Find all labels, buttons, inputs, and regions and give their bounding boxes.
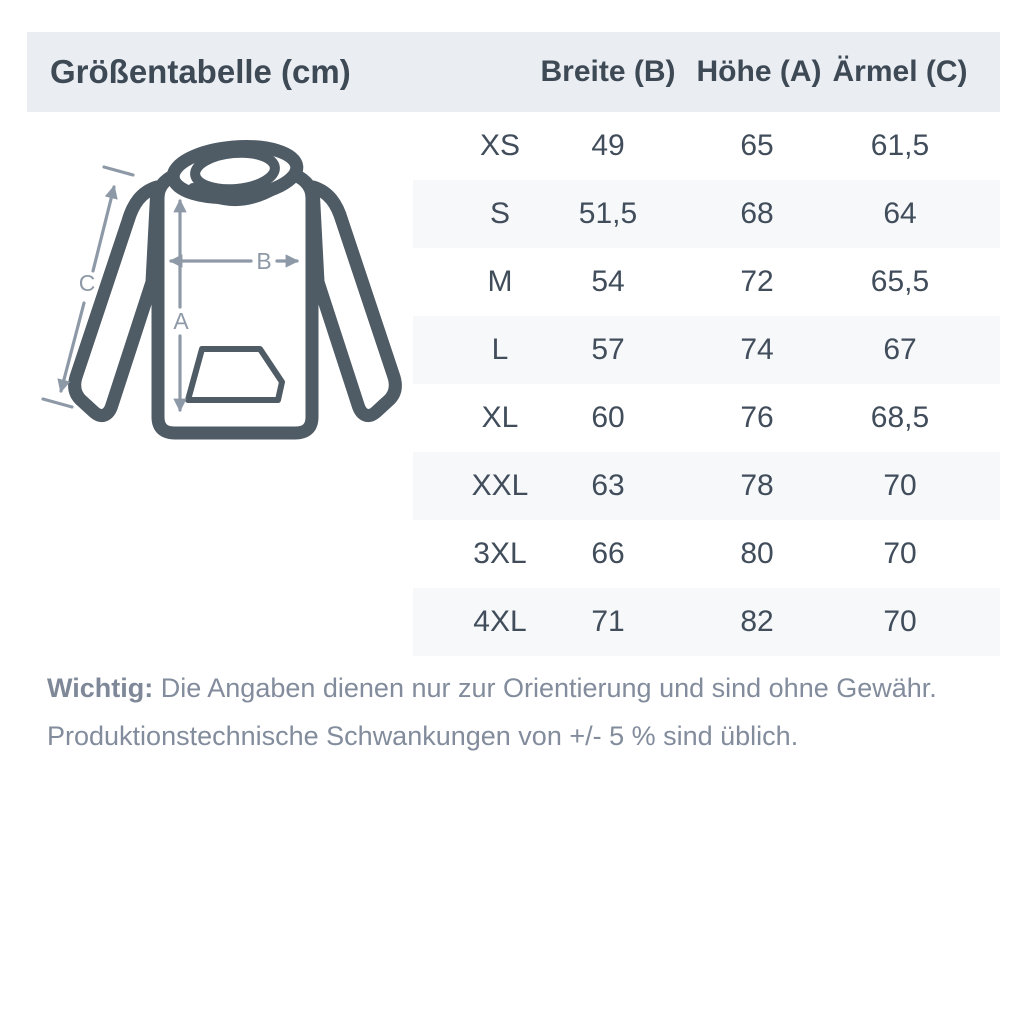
- cell-size: L: [491, 333, 509, 366]
- cell-aermel: 70: [883, 537, 917, 570]
- cell-aermel: 68,5: [870, 401, 930, 434]
- cell-size: S: [489, 197, 511, 230]
- table-row: [413, 316, 1000, 384]
- cell-hoehe: 68: [740, 197, 774, 230]
- disclaimer-note: [47, 664, 967, 760]
- dimension-label-b: B: [256, 248, 272, 274]
- table-header-bar: [27, 32, 1000, 112]
- table-row: [413, 384, 1000, 452]
- cell-size: 3XL: [473, 537, 527, 570]
- table-row: [413, 452, 1000, 520]
- page-title: Größentabelle (cm): [50, 53, 351, 90]
- cell-breite: 54: [591, 265, 625, 298]
- cell-hoehe: 78: [740, 469, 774, 502]
- dimension-tick: [104, 167, 133, 175]
- cell-hoehe: 76: [740, 401, 774, 434]
- disclaimer-label: Wichtig:: [47, 673, 154, 703]
- hoodie-measurement-diagram: [40, 130, 420, 450]
- column-header-breite: Breite (B): [540, 55, 676, 88]
- size-table-rows: [413, 112, 1000, 656]
- table-row: [413, 520, 1000, 588]
- cell-aermel: 70: [883, 605, 917, 638]
- cell-breite: 66: [591, 537, 625, 570]
- hoodie-right-sleeve: [313, 187, 395, 416]
- cell-aermel: 70: [883, 469, 917, 502]
- cell-breite: 51,5: [578, 197, 638, 230]
- disclaimer-line2: Produktionstechnische Schwankungen von +/- 5 % sind üblich.: [47, 721, 799, 751]
- cell-hoehe: 74: [740, 333, 774, 366]
- dimension-label-a: A: [173, 308, 189, 334]
- dimension-label-c: C: [78, 270, 96, 296]
- cell-aermel: 64: [883, 197, 917, 230]
- cell-breite: 63: [591, 469, 625, 502]
- cell-breite: 60: [591, 401, 625, 434]
- table-row: [413, 180, 1000, 248]
- cell-hoehe: 72: [740, 265, 774, 298]
- cell-aermel: 67: [883, 333, 917, 366]
- hoodie-left-sleeve: [75, 187, 157, 416]
- hoodie-pocket: [188, 349, 282, 400]
- cell-breite: 57: [591, 333, 625, 366]
- cell-size: XS: [479, 129, 521, 162]
- cell-aermel: 65,5: [870, 265, 930, 298]
- table-row: [413, 112, 1000, 180]
- cell-breite: 71: [591, 605, 625, 638]
- cell-aermel: 61,5: [870, 129, 930, 162]
- cell-size: XL: [481, 401, 519, 434]
- cell-size: 4XL: [473, 605, 527, 638]
- hoodie-hood: [171, 142, 299, 203]
- cell-size: XXL: [471, 469, 529, 502]
- cell-hoehe: 80: [740, 537, 774, 570]
- dimension-tick: [43, 399, 72, 407]
- column-header-aermel: Ärmel (C): [832, 55, 968, 88]
- column-header-hoehe: Höhe (A): [696, 55, 822, 88]
- cell-breite: 49: [591, 129, 625, 162]
- cell-size: M: [487, 265, 513, 298]
- cell-hoehe: 65: [740, 129, 774, 162]
- table-row: [413, 248, 1000, 316]
- table-row: [413, 588, 1000, 656]
- disclaimer-line1: Die Angaben dienen nur zur Orientierung und sind ohne Gewähr.: [160, 673, 937, 703]
- cell-hoehe: 82: [740, 605, 774, 638]
